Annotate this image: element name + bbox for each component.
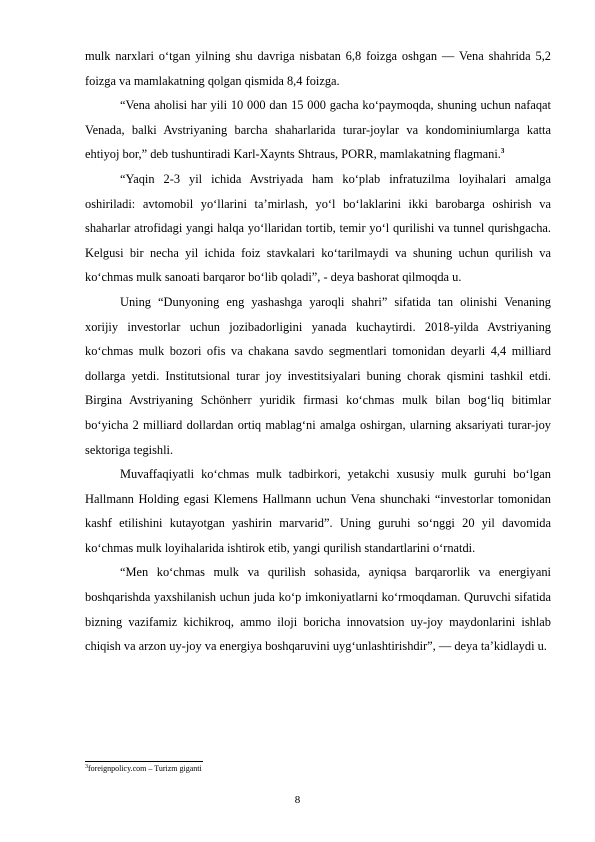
page-number: 8 <box>294 794 301 806</box>
paragraph-2-text: “Vena aholisi har yili 10 000 dan 15 000 gacha ko‘paymoqda, shuning uchun nafaqat Venada, balki Avstriyaning barcha shaharlarida turar-joylar va kondominiumlarga katta ehtiyoj bor,” deb tushuntiradi Karl-Xaynts Shtraus, PORR, mamlakatning flagmani. <box>85 98 551 162</box>
paragraph-5: Muvaffaqiyatli ko‘chmas mulk tadbirkori, yetakchi xususiy mulk guruhi bo‘lgan Hallmann Holding egasi Klemens Hallmann uchun Vena shunchaki “investorlar tomonidan kashf etilishini kutayotgan yashirin marvarid”. Uning guruhi so‘nggi 20 yil davomida ko‘chmas mulk loyihalarida ishtirok etib, yangi qurilish standartlarini o‘rnatdi. <box>85 467 551 555</box>
footnote <box>85 764 202 774</box>
paragraph-2 <box>85 93 551 167</box>
footnote-divider <box>85 761 203 762</box>
page-body <box>85 44 551 659</box>
paragraph-1: mulk narxlari o‘tgan yilning shu davriga nisbatan 6,8 foizga oshgan — Vena shahrida 5,2 foizga va mamlakatning qolgan qismida 8,4 foizga. <box>85 49 551 88</box>
footnote-marker: 3 <box>85 764 88 770</box>
footnote-text: foreignpolicy.com – Turizm giganti <box>88 764 202 773</box>
paragraph-4: Uning “Dunyoning eng yashashga yaroqli shahri” sifatida tan olinishi Venaning xorijiy investorlar uchun jozibadorligini yanada kuchaytirdi. 2018-yilda Avstriyaning ko‘chmas mulk bozori ofis va chakana savdo segmentlari tomonidan deyarli 4,4 milliard dollarga yetdi. Institutsional turar joy investitsiyalari buning chorak qismini tashkil etdi. Birgina Avstriyaning Schönherr yuridik firmasi ko‘chmas mulk bilan bog‘liq bitimlar bo‘yicha 2 milliard dollardan ortiq mablag‘ni amalga oshirgan, ularning aksariyati turar-joy sektoriga tegishli. <box>85 294 551 457</box>
paragraph-3: “Yaqin 2-3 yil ichida Avstriyada ham ko‘plab infratuzilma loyihalari amalga oshiriladi: avtomobil yo‘llarini ta’mirlash, yo‘l bo‘laklarini ikki barobarga oshirish va shaharlar atrofidagi yangi halqa yo‘llaridan tortib, temir yo‘l qurilishi va tunnel qurishgacha. Kelgusi bir necha yil ichida foiz stavkalari ko‘tarilmaydi va shuning uchun qurilish va ko‘chmas mulk sanoati barqaror bo‘lib qoladi”, - deya bashorat qilmoqda u. <box>85 171 551 285</box>
paragraph-6: “Men ko‘chmas mulk va qurilish sohasida, ayniqsa barqarorlik va energiyani boshqarishda yaxshilanish uchun juda ko‘p imkoniyatlarni ko‘rmoqdaman. Quruvchi sifatida bizning vazifamiz kichikroq, ammo iloji boricha innovatsion uy-joy maydonlarini ishlab chiqish va arzon uy-joy va energiya boshqaruvini uyg‘unlashtirishdir”, — deya ta’kidlaydi u. <box>85 565 551 654</box>
footnote-ref[interactable]: 3 <box>500 147 505 156</box>
